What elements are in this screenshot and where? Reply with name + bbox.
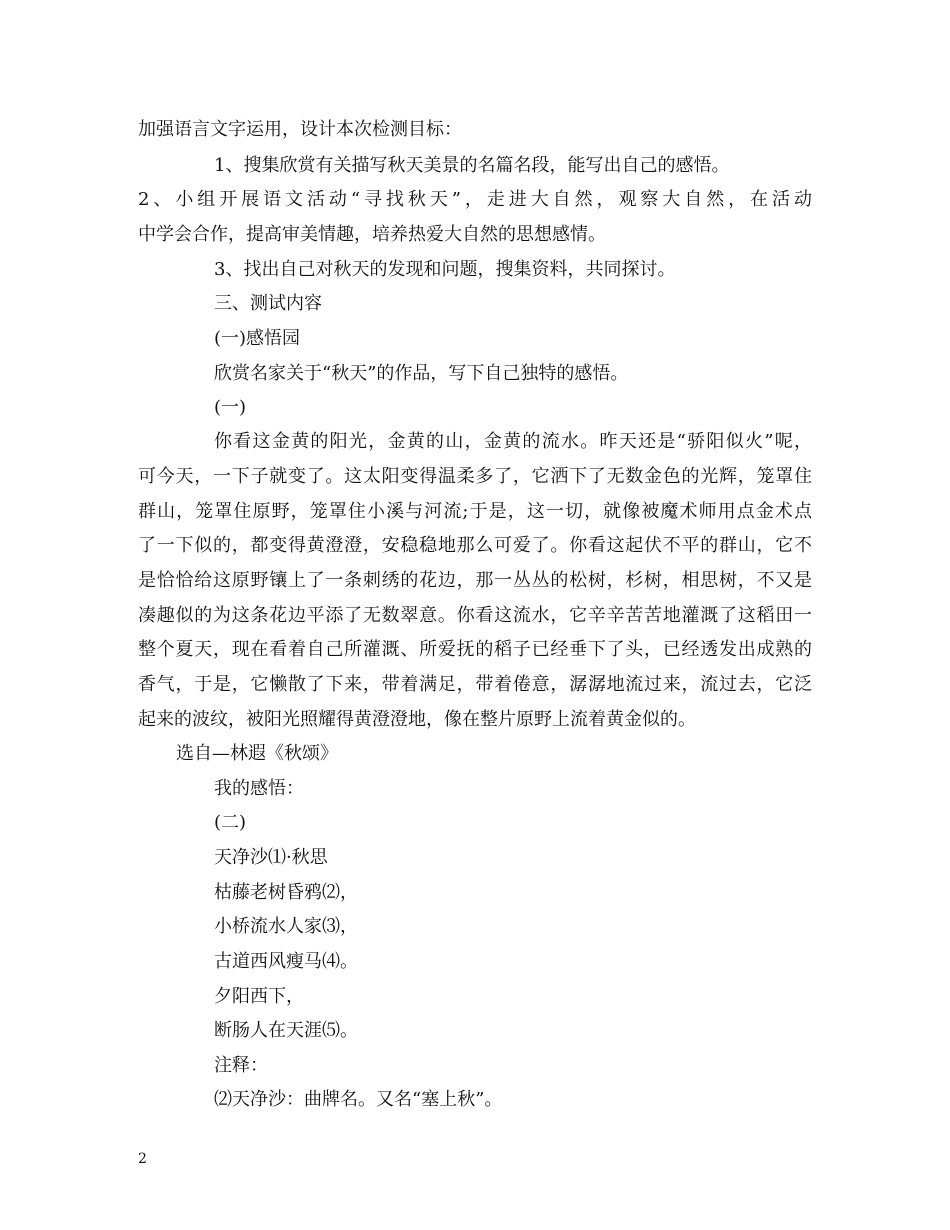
item-label: (一) [214, 397, 247, 418]
passage-line: 群山，笼罩住原野，笼罩住小溪与河流;于是，这一切，就像被魔术师用点金术点 [138, 501, 812, 522]
instruction-text: 欣赏名家关于“秋天”的作品，写下自己独特的感悟。 [214, 363, 629, 384]
passage-line: 是恰恰给这原野镶上了一条刺绣的花边，那一丛丛的松树，杉树，相思树，不又是 [138, 570, 812, 591]
objective-item-1: 1、搜集欣赏有关描写秋天美景的名篇名段，能写出自己的感悟。 [214, 155, 730, 176]
poem-title: 天净沙⑴·秋思 [214, 847, 328, 868]
poem-line: 古道西风瘦马⑷。 [214, 951, 358, 972]
page-number: 2 [138, 1151, 147, 1167]
subsection-heading: (一)感悟园 [214, 328, 301, 349]
item-label: (二) [214, 812, 247, 833]
poem-line: 枯藤老树昏鸦⑵， [214, 882, 358, 903]
section-heading: 三、测试内容 [214, 293, 322, 314]
text-line: 加强语言文字运用，设计本次检测目标： [138, 119, 462, 140]
objective-item-2: 2、小组开展语文活动“寻找秋天”，走进大自然，观察大自然，在活动 [138, 189, 812, 210]
passage-line: 起来的波纹，被阳光照耀得黄澄澄地，像在整片原野上流着黄金似的。 [138, 709, 696, 730]
text-line: 中学会合作，提高审美情趣，培养热爱大自然的思想感情。 [138, 224, 606, 245]
notes-heading: 注释： [214, 1055, 268, 1076]
source-attribution: 选自—林遐《秋颂》 [176, 743, 338, 764]
poem-line: 小桥流水人家⑶， [214, 916, 358, 937]
objective-item-3: 3、找出自己对秋天的发现和问题，搜集资料，共同探讨。 [214, 259, 676, 280]
response-label: 我的感悟： [214, 778, 304, 799]
passage-line: 你看这金黄的阳光，金黄的山，金黄的流水。昨天还是“骄阳似火”呢， [214, 431, 812, 452]
note-item: ⑵天净沙：曲牌名。又名“塞上秋”。 [214, 1089, 503, 1110]
poem-line: 夕阳西下， [214, 986, 304, 1007]
passage-line: 凑趣似的为这条花边平添了无数翠意。你看这流水，它辛辛苦苦地灌溉了这稻田一 [138, 605, 812, 626]
passage-line: 了一下似的，都变得黄澄澄，安稳稳地那么可爱了。你看这起伏不平的群山，它不 [138, 535, 812, 556]
passage-line: 整个夏天，现在看着自己所灌溉、所爱抚的稻子已经垂下了头，已经透发出成熟的 [138, 639, 812, 660]
passage-line: 可今天，一下子就变了。这太阳变得温柔多了，它洒下了无数金色的光辉，笼罩住 [138, 466, 812, 487]
passage-line: 香气，于是，它懒散了下来，带着满足，带着倦意，潺潺地流过来，流过去，它泛 [138, 674, 812, 695]
poem-line: 断肠人在天涯⑸。 [214, 1020, 358, 1041]
